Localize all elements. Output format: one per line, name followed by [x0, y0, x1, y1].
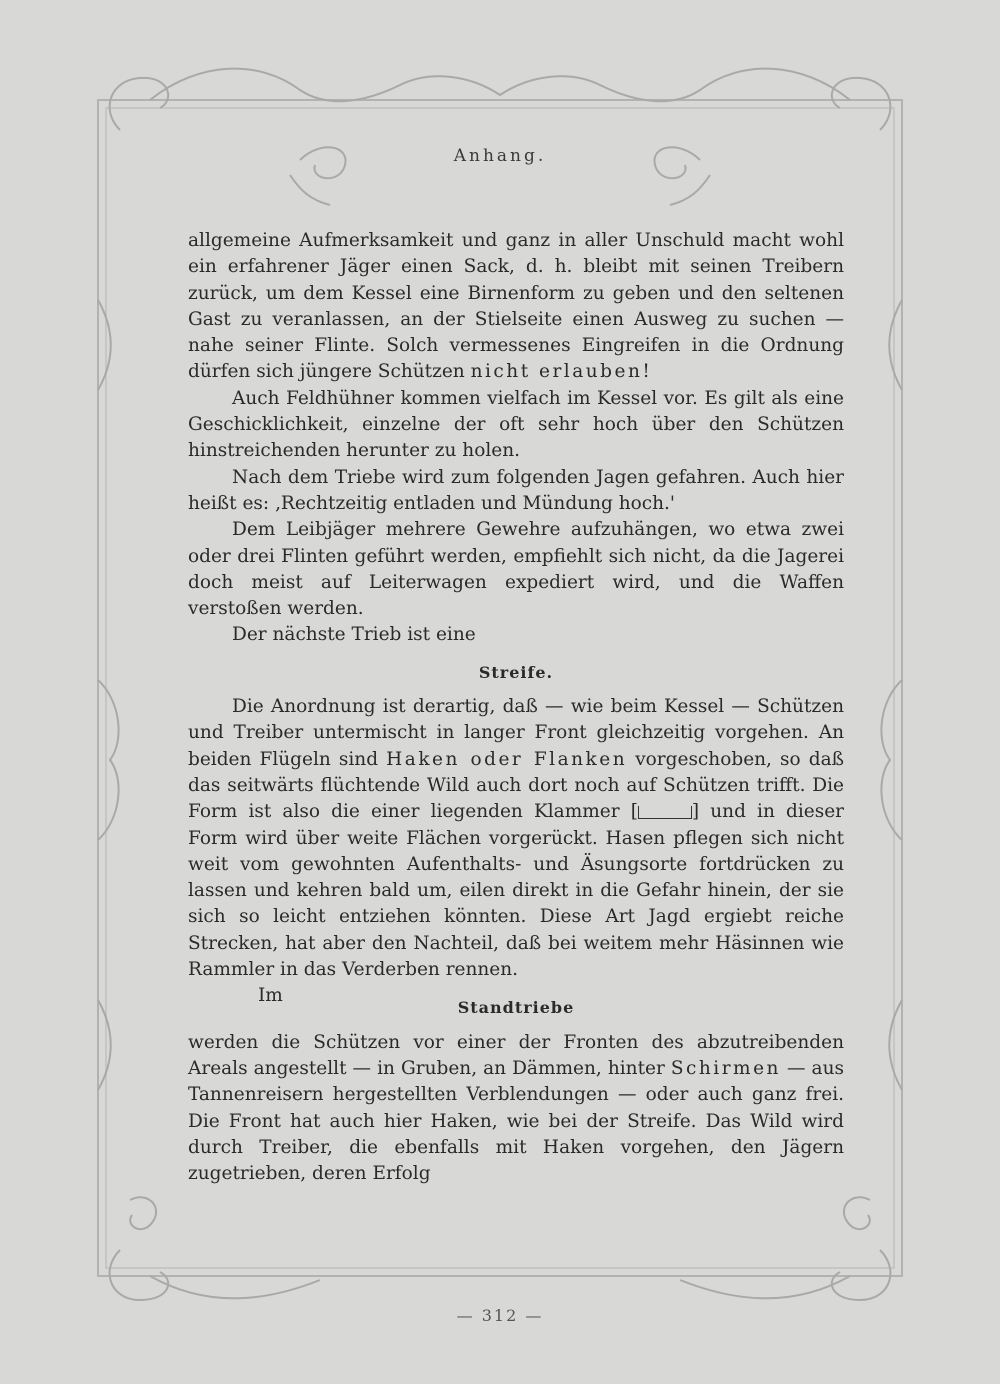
paragraph-streife [188, 694, 844, 983]
paragraph-5: Der nächste Trieb ist eine [232, 624, 476, 646]
paragraph-1-spaced-text: nicht erlauben! [470, 361, 653, 383]
page-number: — 312 — [456, 1306, 544, 1325]
stand-text-c: — aus Tannenreisern hergestellten Verblendungen — oder auch ganz frei. Die Front hat auch hier Haken, wie bei der Streife. Das Wild wird durch Treiber, die ebenfalls mit Haken vorgehen, den Jägern zugetrieben, deren Erfolg [188, 1057, 844, 1185]
streife-text-c: vorgeschoben, so daß das seitwärts flüchtende Wild auch dort noch auf Schützen trifft. Die Form ist also die einer liegenden Klammer [ [188, 748, 844, 823]
paragraph-1-text: allgemeine Aufmerksamkeit und ganz in aller Unschuld macht wohl ein erfahrener Jäger einen Sack, d. h. bleibt mit seinen Treibern zurück, um dem Kessel eine Birnenform zu geben und den seltenen Gast zu veranlassen, an der Stielseite einen Ausweg zu suchen — nahe seiner Flinte. Solch vermessenes Eingreifen in die Ordnung dürfen sich jüngere Schützen [188, 230, 844, 383]
heading-streife: Streife. [478, 662, 554, 682]
paragraph-4: Dem Leibjäger mehrere Gewehre aufzuhängen, wo etwa zwei oder drei Flinten geführt werden, empfiehlt sich nicht, da die Jagerei doch meist auf Leiterwagen expediert wird, und die Waffen verstoßen werden. [188, 519, 844, 620]
page-header: Anhang. [453, 146, 547, 166]
body-text [188, 228, 844, 1187]
heading-standtriebe: Standtriebe [457, 998, 575, 1018]
bracket-figure [638, 806, 692, 819]
streife-text-spaced: Haken oder Flanken [386, 748, 628, 770]
streife-text-a: Die Anordnung ist derartig, daß — wie beim Kessel — Schützen und Treiber untermischt in langer Front gleichzeitig vorgehen. An beiden Flügeln sind [188, 696, 844, 770]
paragraph-standtriebe [188, 1030, 844, 1188]
stand-text-a: werden die Schützen vor einer der Fronten des abzutreibenden Areals angestellt — in Gruben, an Dämmen, hinter [188, 1031, 844, 1079]
im-line: Im [258, 985, 283, 1007]
streife-text-d: ] und in dieser Form wird über weite Flächen vorgerückt. Hasen pflegen sich nicht weit vom gewohnten Aufenthalts- und Äsungsorte fortdrücken zu lassen und kehren bald um, eilen direkt in die Gefahr hinein, der sie sich so leicht entziehen könnten. Diese Art Jagd ergiebt reiche Strecken, hat aber den Nachteil, daß bei weitem mehr Häsinnen wie Rammler in das Verderben rennen. [188, 801, 844, 981]
paragraph-3: Nach dem Triebe wird zum folgenden Jagen gefahren. Auch hier heißt es: ‚Rechtzeitig entladen und Mündung hoch.' [188, 466, 844, 514]
paragraph-2: Auch Feldhühner kommen vielfach im Kessel vor. Es gilt als eine Geschicklichkeit, einzelne der oft sehr hoch über den Schützen hinstreichenden herunter zu holen. [188, 387, 844, 462]
stand-text-spaced: Schirmen [670, 1057, 781, 1079]
paragraph-1 [188, 228, 844, 386]
